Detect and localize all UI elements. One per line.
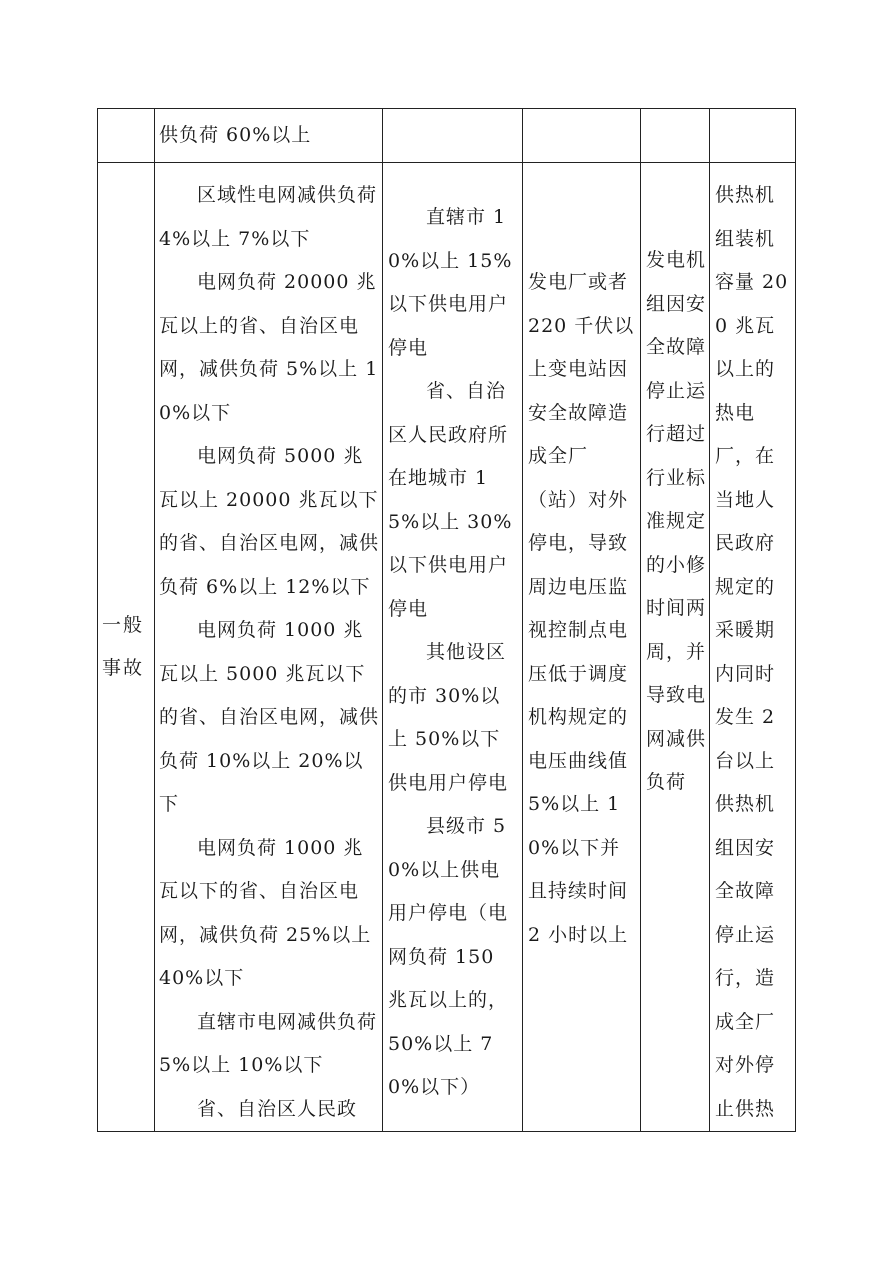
grid-load-para: 直辖市电网减供负荷 5%以上 10%以下 <box>159 1010 378 1076</box>
user-outage-cell-empty <box>383 109 523 163</box>
incident-level-label: 一般事故 <box>102 613 145 679</box>
grid-load-text: 供负荷 60%以上 <box>159 124 312 146</box>
user-outage-para: 直辖市 10%以上 15%以下供电用户停电 <box>388 206 513 359</box>
user-outage-para: 县级市 50%以上供电用户停电（电网负荷 150 兆瓦以上的，50%以上 70%以下） <box>388 815 509 1098</box>
user-outage-para: 省、自治区人民政府所在地城市 15%以上 30%以下供电用户停电 <box>388 380 513 620</box>
plant-outage-text: 发电厂或者 220 千伏以上变电站因安全故障造成全厂（站）对外停电，导致周边电压监视控制点电压低于调度机构规定的电压曲线值 5%以上 10%以下并且持续时间 2 小时以上 <box>528 271 635 946</box>
level-cell-empty <box>98 109 155 163</box>
grid-load-para: 电网负荷 1000 兆瓦以下的省、自治区电网，减供负荷 25%以上 40%以下 <box>159 836 372 989</box>
plant-outage-cell <box>523 163 641 1132</box>
grid-load-reduction-text <box>155 174 382 1131</box>
user-outage-para: 其他设区的市 30%以上 50%以下供电用户停电 <box>388 641 509 794</box>
incident-classification-table <box>97 108 796 1132</box>
grid-load-para: 区域性电网减供负荷 4%以上 7%以下 <box>159 184 378 250</box>
grid-load-reduction-cell <box>155 163 383 1132</box>
grid-load-para: 电网负荷 20000 兆瓦以上的省、自治区电网，减供负荷 5%以上 10%以下 <box>159 271 379 424</box>
grid-load-para: 电网负荷 5000 兆瓦以上 20000 兆瓦以下的省、自治区电网，减供负荷 6%以上 12%以下 <box>159 445 380 598</box>
grid-load-para: 省、自治区人民政 <box>197 1097 358 1120</box>
heat-supply-cell <box>710 163 796 1132</box>
unit-outage-cell-empty <box>641 109 710 163</box>
unit-outage-cell <box>641 163 710 1132</box>
unit-outage-text: 发电机组因安全故障停止运行超过行业标准规定的小修时间两周，并导致电网减供负荷 <box>646 249 707 793</box>
heat-supply-cell-empty <box>710 109 796 163</box>
table-row-continuation <box>98 109 796 163</box>
plant-outage-cell-empty <box>523 109 641 163</box>
user-outage-text <box>383 196 522 1110</box>
heat-supply-text: 供热机组装机容量 200 兆瓦以上的热电厂，在当地人民政府规定的采暖期内同时发生 2 台以上供热机组因安全故障停止运行，造成全厂对外停止供热 <box>715 184 789 1120</box>
grid-load-para: 电网负荷 1000 兆瓦以上 5000 兆瓦以下的省、自治区电网，减供负荷 10%以上 20%以下 <box>159 619 380 815</box>
incident-level-cell <box>98 163 155 1132</box>
table-row-general-incident <box>98 163 796 1132</box>
user-outage-cell <box>383 163 523 1132</box>
grid-load-cell <box>155 109 383 163</box>
